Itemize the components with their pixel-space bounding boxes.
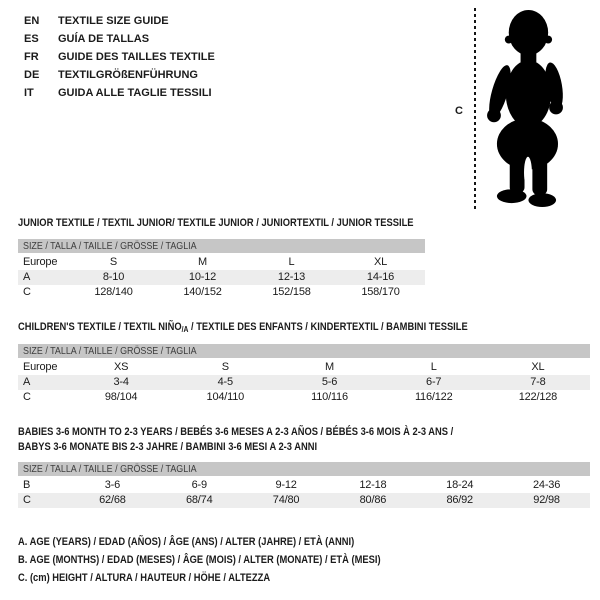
lang-row-it: [24, 84, 215, 102]
height-measure-dashed-line: [474, 8, 476, 209]
table-cell: XL: [373, 256, 388, 268]
lang-code: DE: [24, 69, 40, 81]
table-cell: 68/74: [185, 494, 213, 506]
children-title-text: [18, 320, 468, 337]
table-cell: M: [198, 256, 207, 268]
table-cell: 110/116: [311, 391, 348, 403]
legend-line-b-text: B. AGE (MONTHS) / EDAD (MESES) / ÂGE (MOIS) / ALTER (MONATE) / ETÀ (MESI): [18, 554, 381, 566]
lang-code: IT: [24, 87, 34, 99]
table-cell: 14-16: [366, 271, 395, 283]
legend-line-a-text: A. AGE (YEARS) / EDAD (AÑOS) / ÂGE (ANS) / ALTER (JAHRE) / ETÀ (ANNI): [18, 536, 355, 548]
table-cell: 62/68: [99, 494, 126, 506]
table-row: [18, 270, 425, 285]
children-title-subscript: /A: [181, 325, 189, 334]
table-cell: 12-13: [277, 271, 306, 283]
measure-legend: [18, 533, 445, 587]
size-header-text: SIZE / TALLA / TAILLE / GRÖSSE / TAGLIA: [23, 345, 197, 357]
table-row: [18, 390, 590, 405]
table-cell: 80/86: [359, 494, 387, 506]
size-header-text: SIZE / TALLA / TAILLE / GRÖSSE / TAGLIA: [23, 463, 197, 475]
children-section-title: [18, 320, 547, 337]
babies-section-title: [18, 425, 530, 455]
table-cell: 98/104: [104, 391, 138, 403]
table-cell: 6-9: [191, 479, 207, 491]
babies-title-line1: BABIES 3-6 MONTH TO 2-3 YEARS / BEBÉS 3-6 MESES A 2-3 AÑOS / BÉBÉS 3-6 MOIS À 2-3 ANS /: [18, 426, 454, 438]
table-cell: 104/110: [206, 391, 245, 403]
row-label: C: [23, 286, 31, 298]
table-cell: 24-36: [532, 479, 561, 491]
toddler-silhouette-image: [483, 9, 568, 208]
table-cell: 74/80: [272, 494, 300, 506]
table-cell: 116/122: [414, 391, 453, 403]
legend-line-b: [18, 551, 445, 569]
junior-size-table: [18, 239, 425, 300]
lang-row-fr: [24, 48, 215, 66]
language-title-list: [24, 12, 215, 102]
table-cell: 128/140: [94, 286, 133, 298]
row-label: C: [23, 494, 31, 506]
table-cell: XS: [113, 361, 129, 373]
table-cell: XL: [531, 361, 545, 373]
table-cell: 8-10: [102, 271, 125, 283]
height-measure-label: C: [455, 105, 463, 117]
table-cell: 140/152: [183, 286, 222, 298]
table-cell: 7-8: [530, 376, 546, 388]
lang-row-de: [24, 66, 215, 84]
row-label: Europe: [23, 256, 58, 268]
lang-label: GUIDE DES TAILLES TEXTILE: [58, 51, 215, 63]
lang-label: TEXTILE SIZE GUIDE: [58, 15, 169, 27]
table-row: [18, 360, 590, 375]
babies-size-table: [18, 462, 590, 508]
lang-label: GUÍA DE TALLAS: [58, 33, 150, 45]
row-label: A: [23, 271, 31, 283]
size-header-text: SIZE / TALLA / TAILLE / GRÖSSE / TAGLIA: [23, 240, 197, 252]
lang-row-es: [24, 30, 215, 48]
row-label: C: [23, 391, 31, 403]
legend-line-c: [18, 569, 445, 587]
table-cell: L: [288, 256, 295, 268]
table-cell: S: [221, 361, 229, 373]
table-cell: 86/92: [446, 494, 473, 506]
junior-title-text: JUNIOR TEXTILE / TEXTIL JUNIOR/ TEXTILE JUNIOR / JUNIORTEXTIL / JUNIOR TESSILE: [18, 217, 414, 229]
table-cell: 158/170: [361, 286, 400, 298]
table-row: [18, 375, 590, 390]
table-cell: M: [325, 361, 334, 373]
size-header-bar: [18, 462, 590, 476]
table-cell: S: [109, 256, 118, 268]
children-title-part2: / TEXTILE DES ENFANTS / KINDERTEXTIL / BAMBINI TESSILE: [188, 321, 468, 333]
legend-line-a: [18, 533, 445, 551]
table-row: [18, 285, 425, 300]
children-size-table: [18, 344, 590, 405]
table-cell: 10-12: [188, 271, 217, 283]
table-cell: 92/98: [533, 494, 560, 506]
size-header-bar: [18, 239, 425, 253]
table-cell: 4-5: [217, 376, 233, 388]
table-cell: 152/158: [272, 286, 311, 298]
table-row: [18, 255, 425, 270]
table-row: [18, 493, 590, 508]
table-cell: 3-4: [113, 376, 129, 388]
table-cell: 6-7: [426, 376, 442, 388]
babies-title-line2: BABYS 3-6 MONATE BIS 2-3 JAHRE / BAMBINI 3-6 MESI A 2-3 ANNI: [18, 441, 318, 453]
legend-line-c-text: C. (cm) HEIGHT / ALTURA / HAUTEUR / HÖHE / ALTEZZA: [18, 572, 271, 584]
row-label: Europe: [23, 361, 58, 373]
table-cell: 18-24: [446, 479, 474, 491]
lang-code: ES: [24, 33, 39, 45]
table-cell: 122/128: [518, 391, 558, 403]
row-label: B: [23, 479, 31, 491]
table-cell: L: [430, 361, 437, 373]
size-header-bar: [18, 344, 590, 358]
table-cell: 5-6: [321, 376, 338, 388]
row-label: A: [23, 376, 31, 388]
lang-row-en: [24, 12, 215, 30]
table-cell: 3-6: [104, 479, 121, 491]
lang-label: GUIDA ALLE TAGLIE TESSILI: [58, 87, 212, 99]
children-title-part1: CHILDREN'S TEXTILE / TEXTIL NIÑO: [18, 321, 182, 333]
junior-section-title: [18, 216, 483, 231]
lang-code: FR: [24, 51, 39, 63]
table-cell: 9-12: [275, 479, 297, 491]
table-row: [18, 478, 590, 493]
table-cell: 12-18: [359, 479, 387, 491]
lang-code: EN: [24, 15, 40, 27]
lang-label: TEXTILGRÖßENFÜHRUNG: [58, 69, 198, 81]
